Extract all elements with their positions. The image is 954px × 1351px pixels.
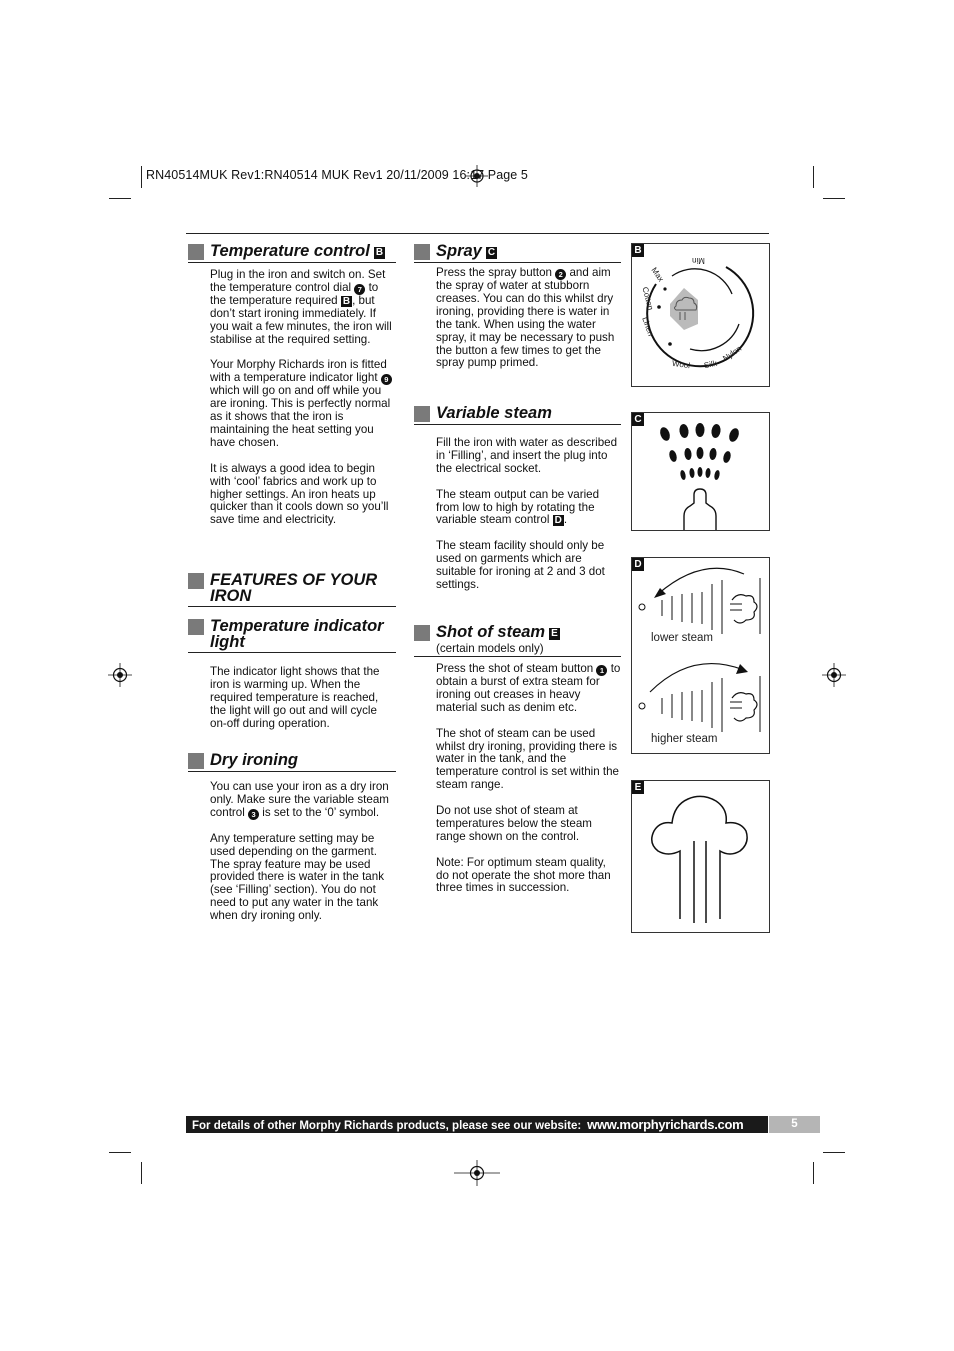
- crop-mark: [141, 1162, 142, 1184]
- section-heading: [188, 618, 396, 653]
- section-body: [188, 666, 396, 731]
- paragraph: You can use your iron as a dry iron only. Make sure the variable steam control 3 is set to the ‘0’ symbol.: [210, 780, 389, 819]
- figure-ref-badge: E: [551, 628, 558, 639]
- figure-e-shot-of-steam: [631, 780, 770, 933]
- registration-mark-icon: [822, 663, 846, 687]
- section-temperature-control: [188, 243, 396, 527]
- heading-title: Temperature indicator light: [210, 617, 384, 651]
- dial-label-silk: Silk: [703, 358, 718, 371]
- crop-mark: [813, 1162, 814, 1184]
- crop-mark: [823, 198, 845, 199]
- section-features: [188, 572, 396, 607]
- figure-c-spray: [631, 412, 770, 531]
- part-number-badge: 1: [596, 665, 607, 676]
- paragraph: Your Morphy Richards iron is fitted with a temperature indicator light 9 which will go on and off while you are ironing. This is perfectly normal as it shows that the iron is maintaining the heat setting you have chosen.: [210, 358, 391, 449]
- heading-title: FEATURES OF YOUR IRON: [210, 571, 378, 605]
- section-subtitle: (certain models only): [414, 642, 621, 657]
- figure-label: B: [632, 244, 644, 257]
- paragraph: The steam facility should only be used on garments which are suitable for ironing at 2 and 3 dot settings.: [436, 539, 605, 591]
- paragraph: The steam output can be varied from low to high by rotating the variable steam control D .: [436, 487, 600, 527]
- top-rule: [186, 233, 769, 234]
- dial-label-wool: Wool: [671, 358, 691, 371]
- section-heading: [414, 405, 621, 425]
- paragraph: Note: For optimum steam quality, do not operate the shot more than three times in succession.: [436, 855, 611, 895]
- figure-label: D: [632, 558, 644, 571]
- dial-label-nylon: Nylon: [721, 343, 744, 364]
- higher-steam-label: higher steam: [651, 733, 718, 745]
- section-body: [188, 269, 396, 527]
- section-heading: [188, 572, 396, 607]
- spray-illustration: [632, 413, 769, 530]
- part-number-badge: 2: [555, 269, 566, 280]
- dial-label-linen: Linen: [640, 315, 656, 338]
- part-number-badge: 9: [381, 374, 392, 385]
- heading-title: Spray C: [436, 242, 496, 260]
- print-slug: RN40514MUK Rev1:RN40514 MUK Rev1 20/11/2009 16:17 Page 5: [146, 168, 528, 182]
- crop-mark: [141, 166, 142, 188]
- heading-square-icon: [414, 244, 430, 260]
- section-body: [414, 663, 621, 895]
- section-body: [188, 781, 396, 923]
- paragraph: Press the shot of steam button 1 to obtain a burst of extra steam for ironing out creases in heavy material such as denim etc.: [436, 662, 621, 714]
- paragraph: Do not use shot of steam at temperatures below the steam range shown on the control.: [436, 804, 592, 843]
- figure-ref-badge: B: [342, 295, 351, 307]
- part-number-badge: 3: [248, 809, 259, 820]
- heading-title: Temperature control B: [210, 242, 384, 260]
- heading-title: Shot of steam E: [436, 623, 558, 641]
- registration-mark-icon: [108, 663, 132, 687]
- figure-ref-badge: D: [554, 515, 562, 527]
- website-link[interactable]: www.morphyrichards.com: [587, 1117, 744, 1132]
- figure-ref-badge: B: [375, 247, 384, 258]
- paragraph: The indicator light shows that the iron is warming up. When the required temperature is reached, the light will go out and will cycle on-off during operation.: [210, 665, 380, 730]
- part-number-badge: 7: [354, 284, 365, 295]
- paragraph: Press the spray button 2 and aim the spray of water at stubborn creases. You can do this whilst dry ironing, providing there is water in the tank. When using the water spray, it may be necessary to push the button a few times to get the spray pump primed.: [436, 266, 615, 370]
- crop-mark: [109, 198, 131, 199]
- footer-bar: [186, 1116, 820, 1133]
- section-shot-of-steam: [414, 624, 621, 895]
- section-heading: [414, 624, 621, 641]
- registration-mark-icon: [454, 1160, 500, 1186]
- section-heading: [188, 752, 396, 772]
- figure-b-temperature-dial: [631, 243, 770, 387]
- dial-label-cotton: Cotton: [640, 285, 656, 312]
- section-body: [414, 267, 621, 370]
- heading-square-icon: [414, 625, 430, 641]
- page-number: 5: [769, 1116, 820, 1133]
- section-body: [414, 437, 621, 592]
- steam-cloud-illustration: [632, 781, 769, 932]
- steam-levels-illustration: [632, 558, 769, 753]
- heading-title: Dry ironing: [210, 751, 299, 769]
- heading-square-icon: [414, 406, 430, 422]
- heading-square-icon: [188, 619, 204, 635]
- figure-label: C: [632, 413, 644, 426]
- dial-label-max: Max: [649, 265, 666, 284]
- paragraph: Plug in the iron and switch on. Set the temperature control dial 7 to the temperature required B , but don’t start ironing immediately. If you wait a few minutes, the iron will stabilise at the required setting.: [210, 268, 392, 346]
- figure-d-variable-steam: [631, 557, 770, 754]
- paragraph: Any temperature setting may be used depending on the garment. The spray feature may be used provided there is water in the tank (see ‘Filling’ section). You do not need to put any water in the tank when dry ironing only.: [210, 831, 385, 923]
- lower-steam-label: lower steam: [651, 632, 713, 644]
- footer-text: For details of other Morphy Richards products, please see our website: www.morphyrichards.com: [186, 1116, 768, 1133]
- section-variable-steam: [414, 405, 621, 592]
- figure-ref-badge: C: [487, 247, 496, 258]
- section-dry-ironing: [188, 752, 396, 923]
- crop-mark: [813, 166, 814, 188]
- dial-illustration: [632, 244, 769, 386]
- crop-mark: [823, 1152, 845, 1153]
- heading-square-icon: [188, 753, 204, 769]
- section-heading: [414, 243, 621, 263]
- section-temperature-indicator: [188, 618, 396, 731]
- heading-square-icon: [188, 573, 204, 589]
- heading-square-icon: [188, 244, 204, 260]
- crop-mark: [109, 1152, 131, 1153]
- paragraph: It is always a good idea to begin with ‘cool’ fabrics and work up to higher settings. An iron heats up quicker than it cools down so you’ll save time and electricity.: [210, 461, 389, 527]
- dial-label-min: Min: [692, 256, 705, 265]
- figure-label: E: [632, 781, 644, 794]
- section-spray: [414, 243, 621, 370]
- paragraph: Fill the iron with water as described in ‘Filling’, and insert the plug into the electrical socket.: [436, 436, 618, 475]
- heading-title: Variable steam: [436, 404, 552, 422]
- section-heading: [188, 243, 396, 263]
- paragraph: The shot of steam can be used whilst dry ironing, providing there is water in the tank, and the temperature control is set within the steam range.: [436, 726, 620, 792]
